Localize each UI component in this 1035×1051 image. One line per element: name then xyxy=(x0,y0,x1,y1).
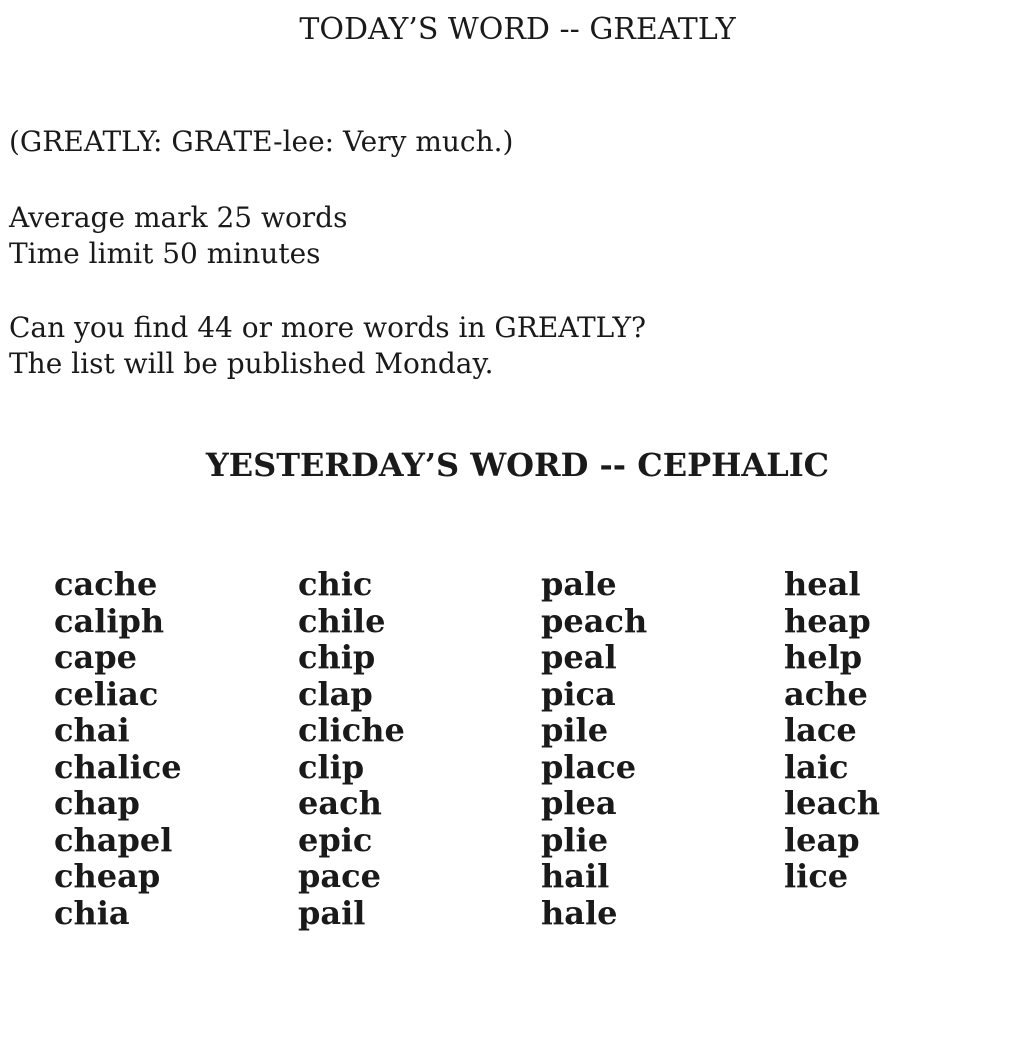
answer-word: chalice xyxy=(54,747,182,786)
answer-word: cache xyxy=(54,565,158,603)
answer-word: lice xyxy=(784,857,849,895)
answer-word: hale xyxy=(541,893,618,932)
answer-word: caliph xyxy=(54,601,165,640)
answer-word: cape xyxy=(54,638,137,676)
yesterday-word-title: YESTERDAY’S WORD -- CEPHALIC xyxy=(205,446,830,484)
answer-word: heap xyxy=(784,601,871,640)
answer-word: cliche xyxy=(298,711,405,749)
answer-word: heal xyxy=(784,565,861,603)
answer-word: leap xyxy=(784,820,860,859)
answer-word: ache xyxy=(784,674,868,713)
answer-word: clip xyxy=(298,747,365,786)
publish-note: The list will be published Monday. xyxy=(9,347,494,380)
answer-word: peach xyxy=(541,601,648,640)
answer-word: chai xyxy=(54,711,130,749)
answer-word: chapel xyxy=(54,820,173,859)
word-definition: (GREATLY: GRATE-lee: Very much.) xyxy=(9,125,514,158)
average-mark: Average mark 25 words xyxy=(9,201,348,234)
answer-word: celiac xyxy=(54,674,159,713)
answer-word: pale xyxy=(541,565,617,603)
answer-word: cheap xyxy=(54,857,161,895)
answer-word: pile xyxy=(541,711,609,749)
answer-word: chic xyxy=(298,565,373,603)
answer-word: hail xyxy=(541,857,610,895)
answer-word: help xyxy=(784,638,863,676)
answer-word: each xyxy=(298,784,382,822)
word-column-3 xyxy=(541,566,647,931)
answer-word: chile xyxy=(298,601,386,640)
answer-word: chap xyxy=(54,784,140,822)
word-column-2 xyxy=(298,566,405,931)
time-limit: Time limit 50 minutes xyxy=(9,237,321,270)
answer-word: epic xyxy=(298,820,373,859)
challenge-text: Can you find 44 or more words in GREATLY? xyxy=(9,311,646,344)
answer-word: plea xyxy=(541,784,617,822)
answer-word: pica xyxy=(541,674,616,713)
answer-word: leach xyxy=(784,784,880,822)
answer-word: lace xyxy=(784,711,857,749)
answer-word: clap xyxy=(298,674,373,713)
answer-word: chip xyxy=(298,638,376,676)
answer-word: chia xyxy=(54,893,130,932)
today-word-title: TODAY’S WORD -- GREATLY xyxy=(299,12,736,47)
answer-word: peal xyxy=(541,638,617,676)
answer-word: laic xyxy=(784,747,849,786)
word-column-1 xyxy=(54,566,182,931)
word-column-4 xyxy=(784,566,880,895)
answer-word: plie xyxy=(541,820,609,859)
answer-word: pace xyxy=(298,857,381,895)
answer-word: pail xyxy=(298,893,366,932)
answer-word: place xyxy=(541,747,637,786)
